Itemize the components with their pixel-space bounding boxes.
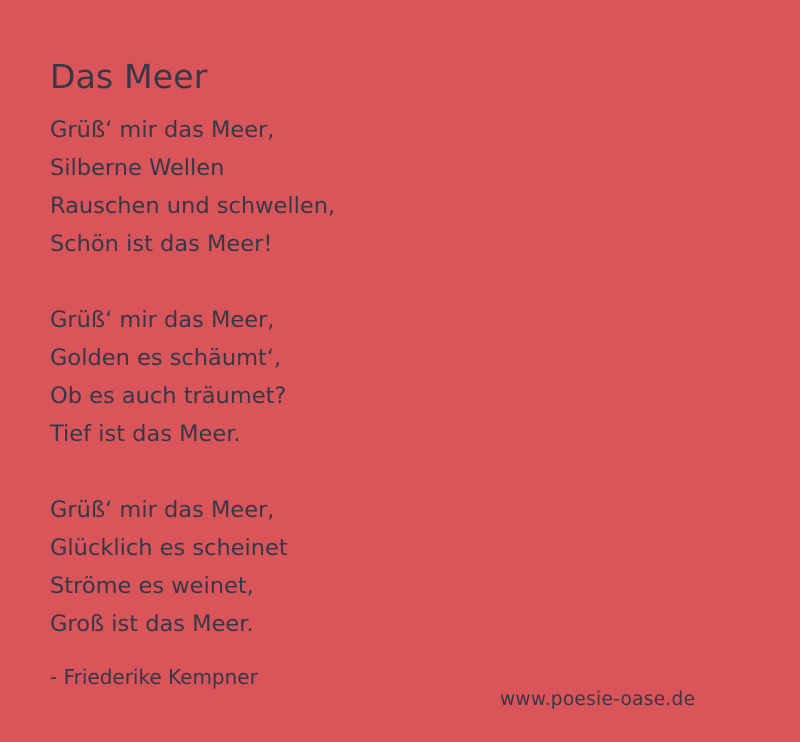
poem-line: Glücklich es scheinet	[50, 535, 288, 561]
website-url: www.poesie-oase.de	[500, 689, 696, 710]
poem-author: - Friederike Kempner	[50, 665, 258, 689]
poem-line: Grüß‘ mir das Meer,	[50, 497, 275, 523]
poem-line: Groß ist das Meer.	[50, 611, 254, 637]
poem-line: Ob es auch träumet?	[50, 383, 287, 409]
poem-line: Tief ist das Meer.	[50, 421, 241, 447]
poem-title: Das Meer	[50, 57, 208, 96]
poem-line: Silberne Wellen	[50, 155, 225, 181]
poem-body	[50, 111, 750, 681]
poem-line: Schön ist das Meer!	[50, 231, 273, 257]
poem-line: Grüß‘ mir das Meer,	[50, 117, 275, 143]
stanza-2	[50, 301, 750, 453]
poem-line: Golden es schäumt‘,	[50, 345, 282, 371]
poem-line: Rauschen und schwellen,	[50, 193, 336, 219]
poem-line: Grüß‘ mir das Meer,	[50, 307, 275, 333]
stanza-3	[50, 491, 750, 643]
poem-line: Ströme es weinet,	[50, 573, 254, 599]
stanza-1	[50, 111, 750, 263]
